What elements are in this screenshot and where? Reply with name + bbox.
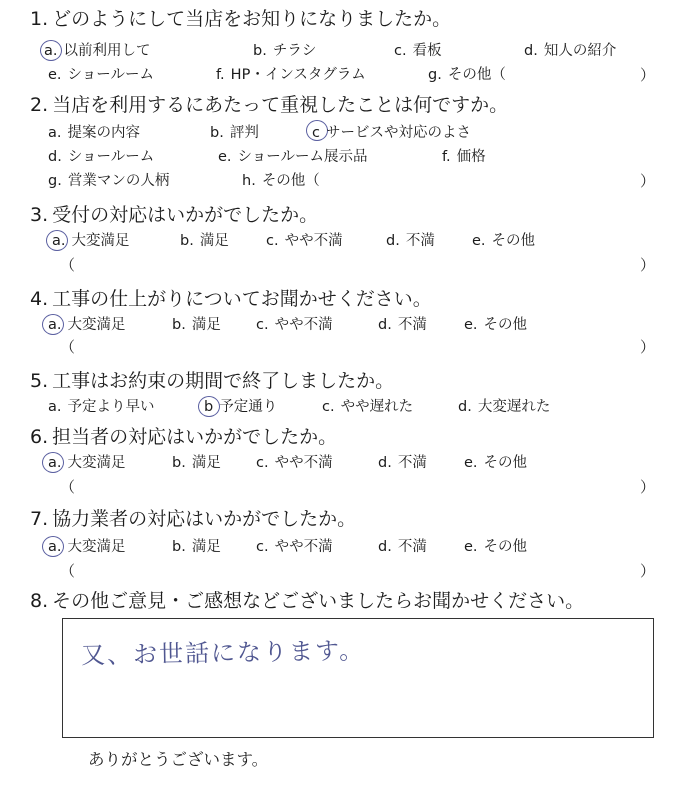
q7-option-d[interactable]: d. 不満 [378,539,427,555]
q5-option-d[interactable]: d. 大変遅れた [458,399,551,415]
q2-option-g[interactable]: g. 営業マンの人柄 [48,173,170,189]
q7-paren-close: ） [640,562,656,580]
q7-option-a[interactable]: a. 大変満足 [48,539,126,555]
question-5-title: 5. 工事はお約束の期間で終了しましたか。 [30,370,395,392]
q3-option-a[interactable]: a. 大変満足 [52,233,130,249]
q6-option-d[interactable]: d. 不満 [378,455,427,471]
q7-option-c[interactable]: c. やや不満 [256,539,333,555]
q7-option-b[interactable]: b. 満足 [172,539,221,555]
q6-paren-close: ） [640,478,656,496]
q3-option-d[interactable]: d. 不満 [386,233,435,249]
question-8-title: 8. その他ご意見・ご感想などございましたらお聞かせください。 [30,590,585,612]
q6-option-b[interactable]: b. 満足 [172,455,221,471]
q3-option-b[interactable]: b. 満足 [180,233,229,249]
q3-paren-open: （ [60,256,76,274]
q1-paren-close: ） [640,66,656,84]
question-3-title: 3. 受付の対応はいかがでしたか。 [30,204,319,226]
q2-option-b[interactable]: b. 評判 [210,125,259,141]
q1-option-c[interactable]: c. 看板 [394,43,442,59]
q5-option-a[interactable]: a. 予定より早い [48,399,155,415]
q1-option-e[interactable]: e. ショールーム [48,67,154,83]
q7-paren-open: （ [60,562,76,580]
q2-option-d[interactable]: d. ショールーム [48,149,155,165]
question-6-title: 6. 担当者の対応はいかがでしたか。 [30,426,338,448]
q1-option-f[interactable]: f. HP・インスタグラム [216,67,366,83]
q4-option-e[interactable]: e. その他 [464,317,528,333]
q2-option-h[interactable]: h. その他（ [242,173,320,189]
q4-option-b[interactable]: b. 満足 [172,317,221,333]
handwritten-comment: 又、お世話になります。 [80,636,366,670]
q1-option-g[interactable]: g. その他（ [428,67,506,83]
comment-answer-box[interactable] [62,618,654,738]
q7-option-e[interactable]: e. その他 [464,539,528,555]
q6-option-a[interactable]: a. 大変満足 [48,455,126,471]
question-2-title: 2. 当店を利用するにあたって重視したことは何ですか。 [30,94,509,116]
q2-paren-close: ） [640,172,656,190]
q4-paren-open: （ [60,338,76,356]
q1-option-d[interactable]: d. 知人の紹介 [524,43,617,59]
q2-option-f[interactable]: f. 価格 [442,149,486,165]
question-4-title: 4. 工事の仕上がりについてお聞かせください。 [30,288,432,310]
question-1-title: 1. どのようにして当店をお知りになりましたか。 [30,8,452,30]
q1-option-a[interactable]: a. 以前利用して [44,43,151,59]
q3-option-c[interactable]: c. やや不満 [266,233,343,249]
q4-option-c[interactable]: c. やや不満 [256,317,333,333]
q2-option-c[interactable]: c サービスや対応のよさ [312,125,471,141]
q6-option-e[interactable]: e. その他 [464,455,528,471]
q6-option-c[interactable]: c. やや不満 [256,455,333,471]
q3-paren-close: ） [640,256,656,274]
q5-option-c[interactable]: c. やや遅れた [322,399,414,415]
q1-option-b[interactable]: b. チラシ [253,43,317,59]
q4-option-a[interactable]: a. 大変満足 [48,317,126,333]
question-7-title: 7. 協力業者の対応はいかがでしたか。 [30,508,357,530]
q4-option-d[interactable]: d. 不満 [378,317,427,333]
q6-paren-open: （ [60,478,76,496]
q2-option-e[interactable]: e. ショールーム展示品 [218,149,368,165]
q4-paren-close: ） [640,338,656,356]
q5-option-b[interactable]: b 予定通り [204,399,278,415]
closing-message: ありがとうございます。 [88,750,269,769]
q2-option-a[interactable]: a. 提案の内容 [48,125,140,141]
q3-option-e[interactable]: e. その他 [472,233,536,249]
